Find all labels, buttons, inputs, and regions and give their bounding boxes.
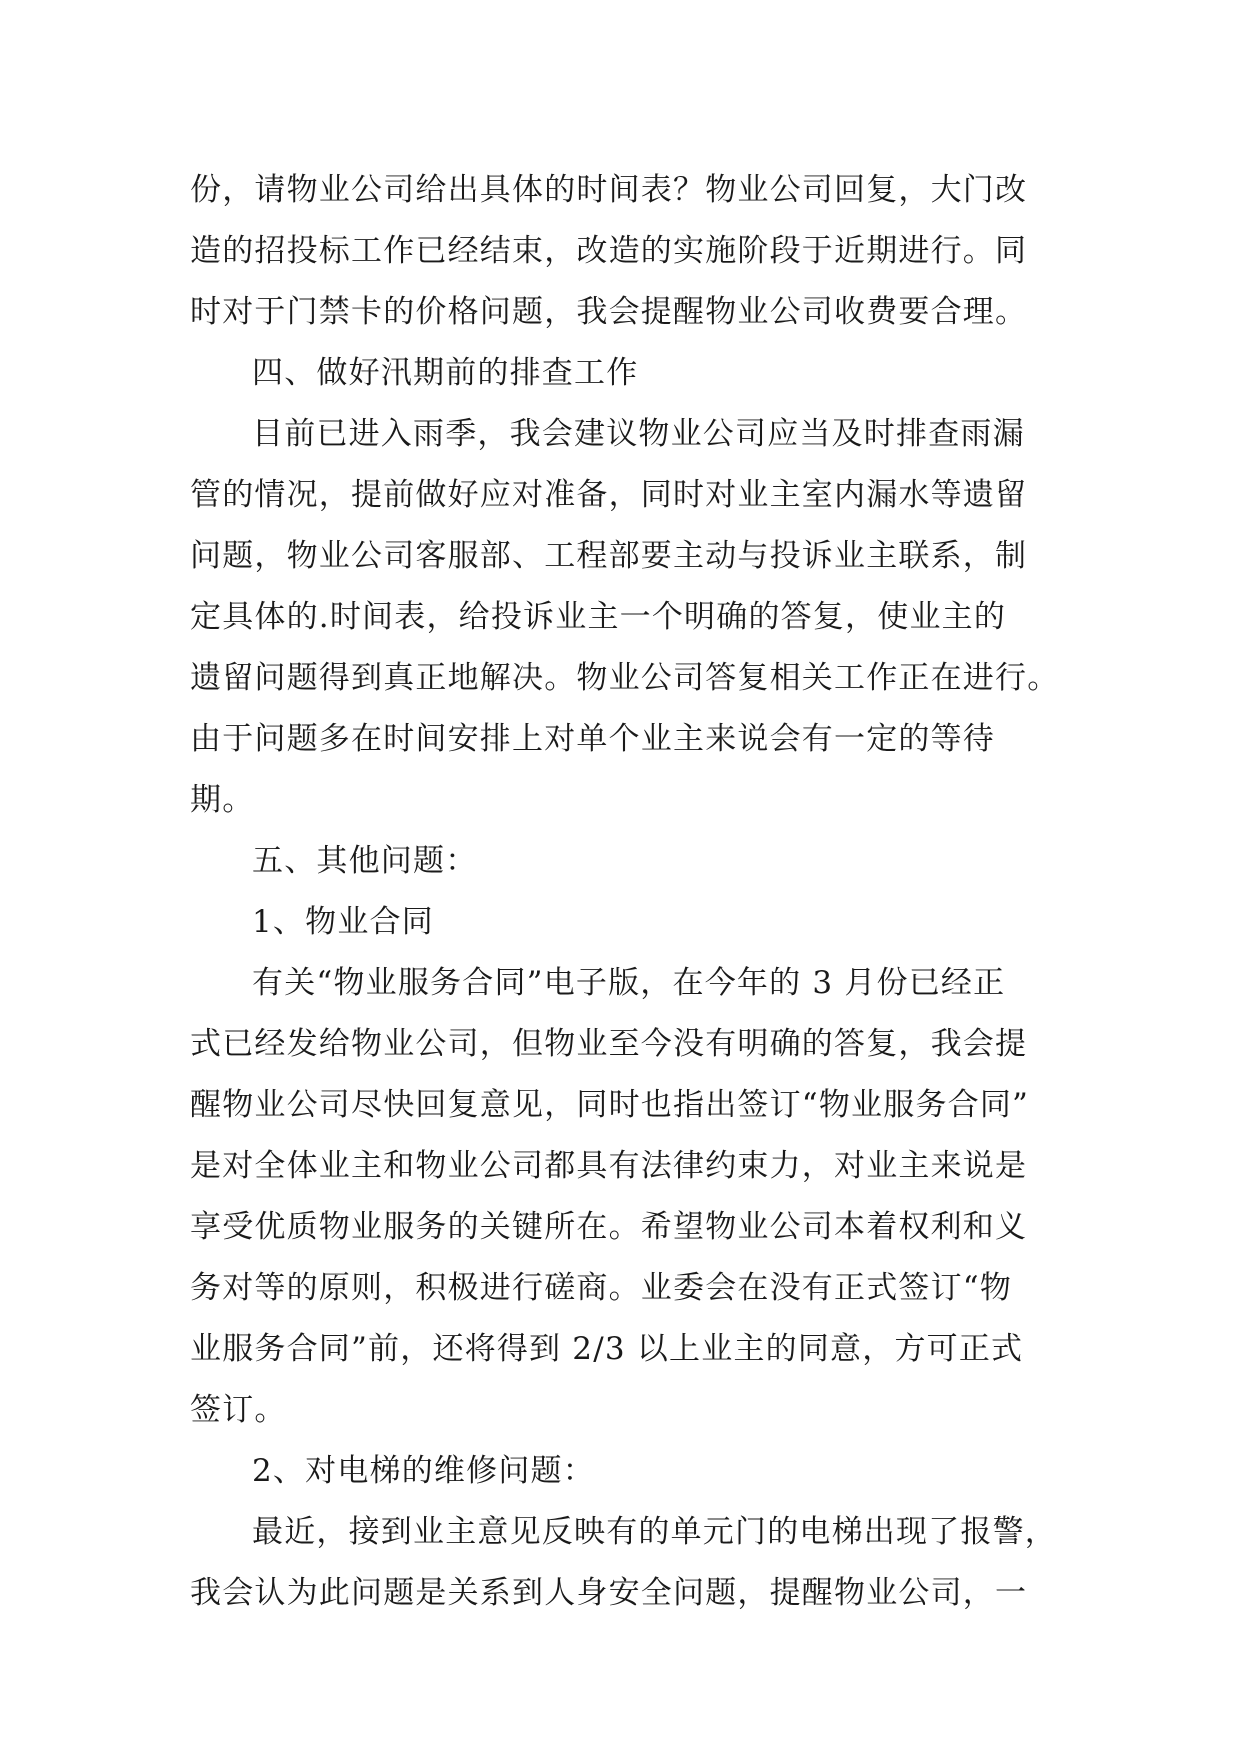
text-line: 管的情况，提前做好应对准备，同时对业主室内漏水等遗留 [190, 477, 1028, 513]
text-line: 式已经发给物业公司，但物业至今没有明确的答复，我会提 [190, 1026, 1028, 1062]
text-line: 享受优质物业服务的关键所在。希望物业公司本着权利和义 [190, 1209, 1028, 1245]
heading-text: 五、其他问题： [252, 843, 478, 879]
text-line: 醒物业公司尽快回复意见，同时也指出签订“物业服务合同” [190, 1087, 1030, 1123]
text-line: 有关“物业服务合同”电子版，在今年的 3 月份已经正 [252, 965, 1006, 1001]
document-body [190, 160, 1070, 1624]
text-line: 问题，物业公司客服部、工程部要主动与投诉业主联系，制 [190, 538, 1028, 574]
text-line: 由于问题多在时间安排上对单个业主来说会有一定的等待 [190, 721, 995, 757]
text-line: 我会认为此问题是关系到人身安全问题，提醒物业公司，一 [190, 1575, 1028, 1611]
text-line: 定具体的.时间表，给投诉业主一个明确的答复，使业主的 [190, 599, 1007, 635]
text-line: 是对全体业主和物业公司都具有法律约束力，对业主来说是 [190, 1148, 1028, 1184]
heading-text: 1、物业合同 [252, 904, 434, 940]
paragraph-service-contract [190, 953, 1070, 1441]
text-line: 业服务合同”前，还将得到 2/3 以上业主的同意，方可正式 [190, 1331, 1024, 1367]
text-line: 最近，接到业主意见反映有的单元门的电梯出现了报警， [252, 1514, 1057, 1550]
text-line: 造的招投标工作已经结束，改造的实施阶段于近期进行。同 [190, 233, 1028, 269]
text-line: 时对于门禁卡的价格问题，我会提醒物业公司收费要合理。 [190, 294, 1028, 330]
text-line: 目前已进入雨季，我会建议物业公司应当及时排查雨漏 [252, 416, 1025, 452]
section-heading-other-issues [190, 831, 1070, 892]
text-line: 签订。 [190, 1392, 287, 1428]
text-line: 份，请物业公司给出具体的时间表？物业公司回复，大门改 [190, 172, 1028, 208]
subheading-elevator-repair [190, 1441, 1070, 1502]
paragraph-elevator-alarm [190, 1502, 1070, 1624]
text-line: 遗留问题得到真正地解决。物业公司答复相关工作正在进行。 [190, 660, 1060, 696]
text-line: 务对等的原则，积极进行磋商。业委会在没有正式签订“物 [190, 1270, 1013, 1306]
paragraph-rainy-season [190, 404, 1070, 831]
paragraph-gate-renovation [190, 160, 1070, 343]
text-line: 期。 [190, 782, 255, 818]
heading-text: 2、对电梯的维修问题： [252, 1453, 595, 1489]
heading-text: 四、做好汛期前的排查工作 [252, 355, 639, 391]
section-heading-flood-check [190, 343, 1070, 404]
subheading-property-contract [190, 892, 1070, 953]
